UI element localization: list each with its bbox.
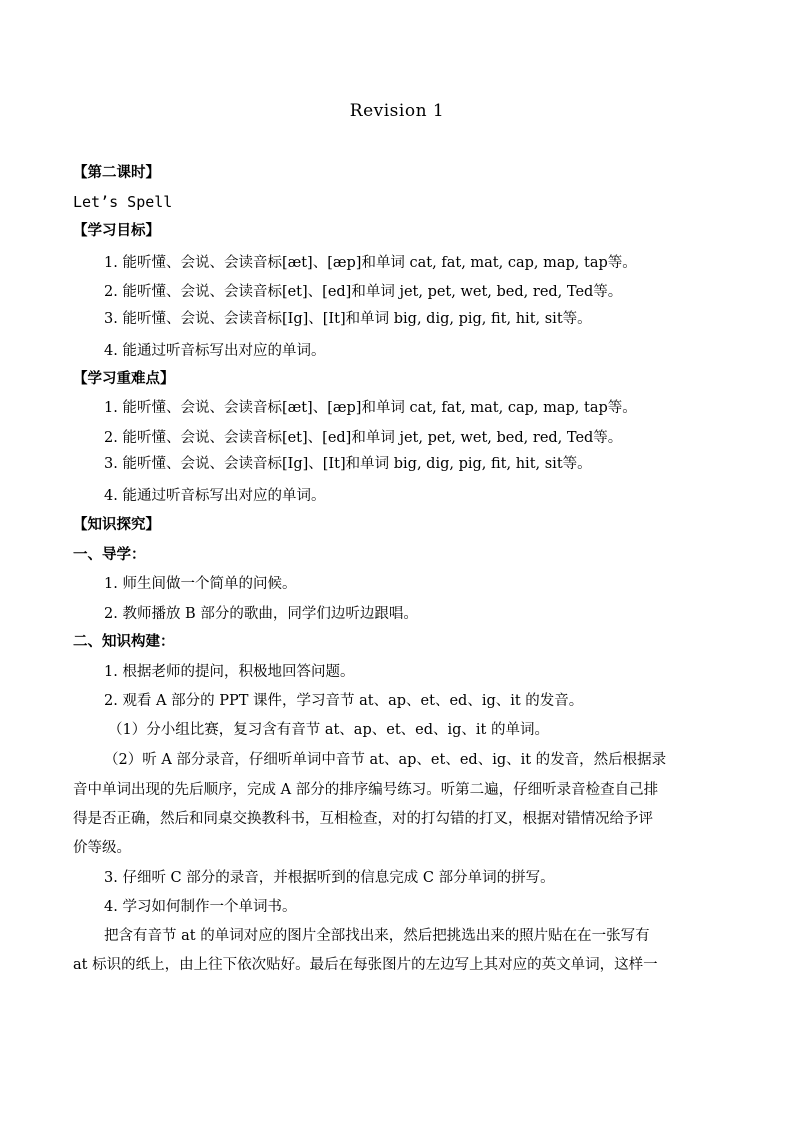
body-paragraph-line: 把含有音节 at 的单词对应的图片全部找出来，然后把挑选出来的照片贴在在一张写有	[104, 928, 650, 944]
part2-paragraph-line: 音中单词出现的先后顺序，完成 A 部分的排序编号练习。听第二遍，仔细听录音检查自己排	[73, 782, 659, 798]
part2-paragraph-line: （2）听 A 部分录音，仔细听单词中音节 at、ap、et、ed、ig、it 的发音，然后根据录	[104, 752, 667, 768]
part2-item: 2. 观看 A 部分的 PPT 课件，学习音节 at、ap、et、ed、ig、it 的发音。	[104, 693, 584, 709]
goal-item: 1. 能听懂、会说、会读音标[æt]、[æp]和单词 cat, fat, mat, cap, map, tap等。	[104, 255, 637, 271]
part2-item: 4. 学习如何制作一个单词书。	[104, 899, 297, 915]
part2-item: 1. 根据老师的提问，积极地回答问题。	[104, 664, 355, 680]
goal-item: 2. 能听懂、会说、会读音标[et]、[ed]和单词 jet, pet, wet, bed, red, Ted等。	[104, 284, 623, 300]
body-paragraph-line: at 标识的纸上，由上往下依次贴好。最后在每张图片的左边写上其对应的英文单词，这样一	[73, 957, 658, 973]
goal-item: 3. 能听懂、会说、会读音标[Ig]、[It]和单词 big, dig, pig, fit, hit, sit等。	[104, 311, 592, 327]
part2-heading: 二、知识构建：	[73, 633, 175, 650]
key-point-item: 1. 能听懂、会说、会读音标[æt]、[æp]和单词 cat, fat, mat, cap, map, tap等。	[104, 400, 637, 416]
part2-paragraph-line: 得是否正确，然后和同桌交换教科书，互相检查，对的打勾错的打叉，根据对错情况给予评	[73, 811, 653, 827]
part2-paragraph-line: 价等级。	[73, 840, 131, 856]
key-point-item: 2. 能听懂、会说、会读音标[et]、[ed]和单词 jet, pet, wet, bed, red, Ted等。	[104, 430, 623, 446]
goal-item: 4. 能通过听音标写出对应的单词。	[104, 343, 326, 359]
key-point-item: 3. 能听懂、会说、会读音标[Ig]、[It]和单词 big, dig, pig, fit, hit, sit等。	[104, 456, 592, 472]
part1-item: 2. 教师播放 B 部分的歌曲，同学们边听边跟唱。	[104, 606, 418, 622]
document-title: Revision 1	[349, 101, 445, 121]
part1-heading: 一、导学：	[73, 546, 146, 563]
lesson-subtitle: Let’s Spell	[73, 193, 173, 211]
goals-heading: 【学习目标】	[73, 222, 160, 239]
part2-item: 3. 仔细听 C 部分的录音，并根据听到的信息完成 C 部分单词的拼写。	[104, 870, 555, 886]
part2-subitem: （1）分小组比赛，复习含有音节 at、ap、et、ed、ig、it 的单词。	[108, 722, 549, 738]
explore-heading: 【知识探究】	[73, 516, 160, 533]
part1-item: 1. 师生间做一个简单的问候。	[104, 576, 297, 592]
lesson-heading: 【第二课时】	[73, 164, 160, 181]
key-points-heading: 【学习重难点】	[73, 370, 175, 387]
key-point-item: 4. 能通过听音标写出对应的单词。	[104, 488, 326, 504]
